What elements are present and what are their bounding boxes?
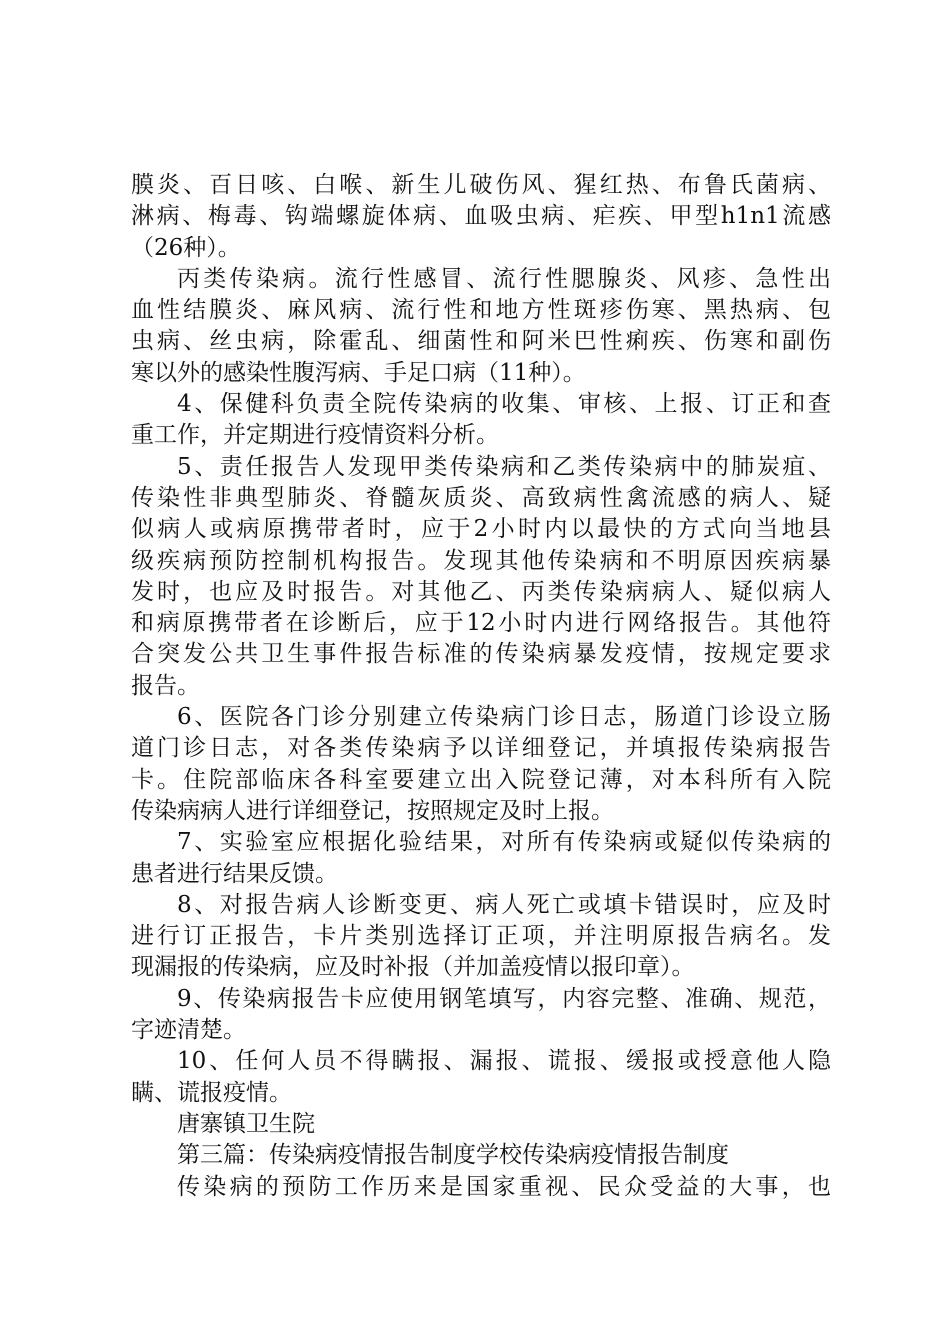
text-line: 4、保健科负责全院传染病的收集、审核、上报、订正和查: [177, 391, 831, 418]
text-line: 报告。: [131, 672, 200, 699]
text-line: 道门诊日志，对各类传染病予以详细登记，并填报传染病报告: [131, 735, 831, 762]
text-line: 发时，也应及时报告。对其他乙、丙类传染病病人、疑似病人: [131, 578, 831, 605]
document-page: [131, 170, 831, 1203]
text-line: 传染性非典型肺炎、脊髓灰质炎、高致病性禽流感的病人、疑: [131, 484, 831, 511]
text-line: 8、对报告病人诊断变更、病人死亡或填卡错误时，应及时: [177, 891, 831, 918]
text-line: 第三篇：传染病疫情报告制度学校传染病疫情报告制度: [177, 1142, 729, 1169]
text-line: 传染病病人进行详细登记，按照规定及时上报。: [131, 797, 614, 824]
text-line: 5、责任报告人发现甲类传染病和乙类传染病中的肺炭疽、: [177, 453, 831, 480]
text-line: 膜炎、百日咳、白喉、新生儿破伤风、猩红热、布鲁氏菌病、: [131, 172, 831, 198]
text-line: （26种）。: [131, 234, 241, 261]
text-line: 卡。住院部临床各科室要建立出入院登记薄，对本科所有入院: [131, 766, 831, 793]
text-line: 进行订正报告，卡片类别选择订正项，并注明原报告病名。发: [131, 923, 831, 950]
text-line: 寒以外的感染性腹泻病、手足口病（11种）。: [131, 359, 586, 386]
text-line: 唐寨镇卫生院: [177, 1110, 315, 1137]
text-line: 6、医院各门诊分别建立传染病门诊日志，肠道门诊设立肠: [177, 704, 831, 731]
text-line: 现漏报的传染病，应及时补报（并加盖疫情以报印章）。: [131, 954, 695, 981]
text-line: 传染病的预防工作历来是国家重视、民众受益的大事，也: [177, 1173, 831, 1200]
text-line: 7、实验室应根据化验结果，对所有传染病或疑似传染病的: [177, 829, 831, 856]
text-line: 患者进行结果反馈。: [131, 860, 338, 887]
text-line: 和病原携带者在诊断后，应于12小时内进行网络报告。其他符: [131, 610, 831, 637]
text-line: 淋病、梅毒、钩端螺旋体病、血吸虫病、疟疾、甲型h1n1流感: [131, 203, 831, 230]
text-line: 级疾病预防控制机构报告。发现其他传染病和不明原因疾病暴: [131, 547, 831, 574]
text-line: 瞒、谎报疫情。: [131, 1079, 292, 1106]
text-line: 似病人或病原携带者时，应于2小时内以最快的方式向当地县: [131, 516, 831, 543]
text-line: 丙类传染病。流行性感冒、流行性腮腺炎、风疹、急性出: [177, 265, 831, 292]
text-line: 9、传染病报告卡应使用钢笔填写，内容完整、准确、规范，: [177, 985, 831, 1012]
text-line: 虫病、丝虫病，除霍乱、细菌性和阿米巴性痢疾、伤寒和副伤: [131, 328, 831, 355]
text-line: 重工作，并定期进行疫情资料分析。: [131, 422, 499, 449]
text-line: 合突发公共卫生事件报告标准的传染病暴发疫情，按规定要求: [131, 641, 831, 668]
text-line: 字迹清楚。: [131, 1017, 246, 1044]
text-line: 10、任何人员不得瞒报、漏报、谎报、缓报或授意他人隐: [177, 1048, 831, 1075]
text-line: 血性结膜炎、麻风病、流行性和地方性斑疹伤寒、黑热病、包: [131, 297, 831, 324]
